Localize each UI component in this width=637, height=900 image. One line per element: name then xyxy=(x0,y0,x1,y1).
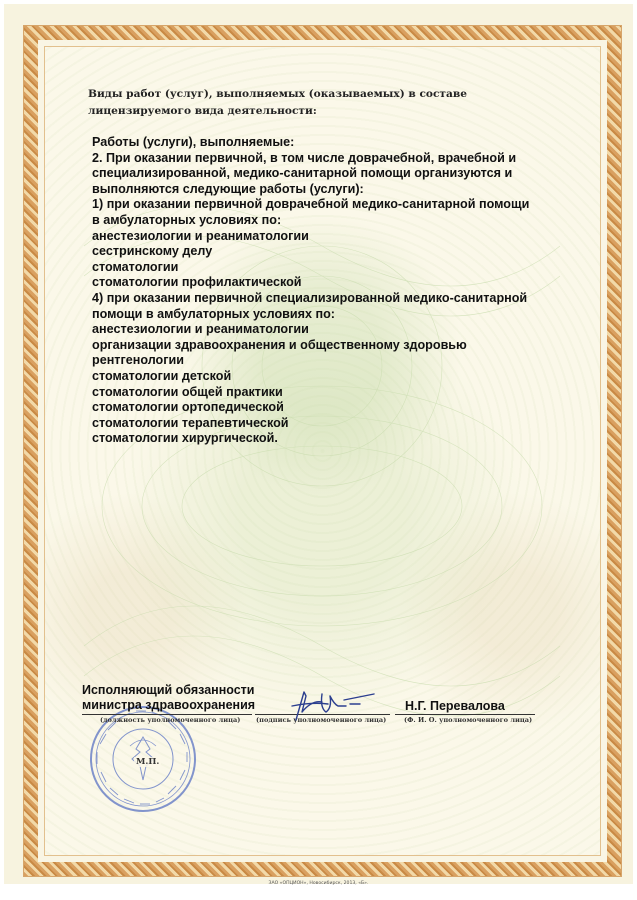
signatory-position xyxy=(82,683,282,713)
works-line: 2. При оказании первичной, в том числе доврачебной, врачебной и xyxy=(92,150,517,165)
works-line: 1) при оказании первичной доврачебной медико-санитарной помощи xyxy=(92,197,530,212)
works-line: организации здравоохранения и общественному здоровью xyxy=(92,337,467,352)
works-line: стоматологии общей практики xyxy=(92,384,283,399)
works-line: помощи в амбулаторных условиях по: xyxy=(92,306,335,321)
position-caption: (должность уполномоченного лица) xyxy=(100,716,241,724)
licensed-activity-heading: Виды работ (услуг), выполняемых (оказываемых) в составе лицензируемого вида деятельности: xyxy=(88,88,467,117)
works-line: анестезиологии и реаниматологии xyxy=(92,322,309,337)
signatory-position-line1: Исполняющий обязанности xyxy=(82,683,255,697)
works-line: 4) при оказании первичной специализированной медико-санитарной xyxy=(92,290,528,305)
works-line: стоматологии хирургической. xyxy=(92,431,278,446)
works-line: анестезиологии и реаниматологии xyxy=(92,228,309,243)
seal-label: М.П. xyxy=(136,757,160,767)
name-caption: (Ф. И. О. уполномоченного лица) xyxy=(404,716,533,724)
printer-imprint: ЗАО «ОПЦИОН», Новосибирск, 2013, «Б». xyxy=(268,881,369,886)
name-underline xyxy=(395,714,535,715)
works-line: сестринскому делу xyxy=(92,244,213,259)
signatory-position-line2: министра здравоохранения xyxy=(82,698,256,712)
works-line: Работы (услуги), выполняемые: xyxy=(92,135,295,149)
works-line: стоматологии профилактической xyxy=(92,275,302,290)
works-line: рентгенологии xyxy=(92,353,184,368)
works-line: в амбулаторных условиях по: xyxy=(92,212,282,227)
signature-caption: (подпись уполномоченного лица) xyxy=(256,716,387,724)
handwritten-signature xyxy=(282,682,382,724)
signatory-name: Н.Г. Перевалова xyxy=(405,699,505,713)
works-list xyxy=(92,135,562,447)
works-line: специализированной, медико-санитарной помощи организуются и xyxy=(92,166,513,181)
works-line: стоматологии детской xyxy=(92,368,232,383)
works-line: стоматологии xyxy=(92,259,179,274)
works-line: выполняются следующие работы (услуги): xyxy=(92,181,364,196)
position-underline xyxy=(82,714,252,715)
works-line: стоматологии терапевтической xyxy=(92,415,289,430)
works-line: стоматологии ортопедической xyxy=(92,400,284,415)
